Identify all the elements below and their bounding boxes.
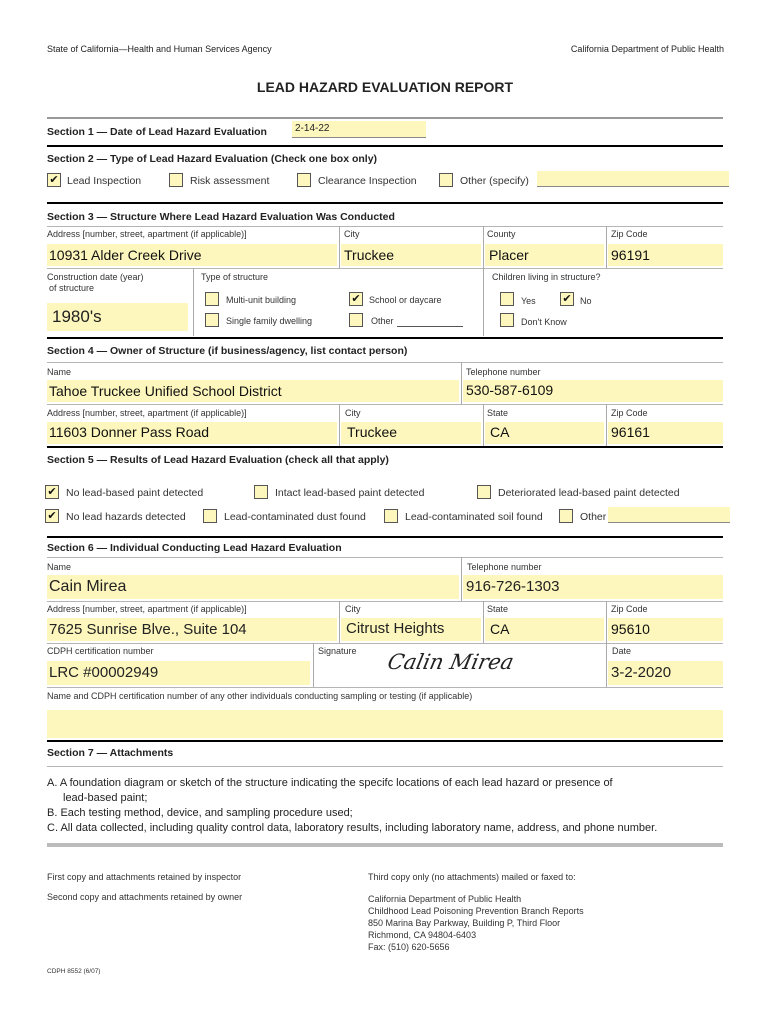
owner-state-value: CA	[490, 424, 510, 440]
divider	[47, 362, 723, 363]
evaluation-date-field[interactable]	[292, 121, 426, 138]
checkbox-children-yes[interactable]	[500, 292, 514, 306]
structure-city-value: Truckee	[344, 247, 395, 263]
inspector-phone-field[interactable]	[463, 575, 723, 599]
inspector-name-value: Cain Mirea	[49, 578, 127, 595]
structure-type-label: Type of structure	[201, 272, 269, 282]
attachment-a-cont: lead-based paint;	[63, 792, 148, 804]
copy-3-note: Third copy only (no attachments) mailed or faxed to:	[368, 872, 576, 882]
checkbox-other-result[interactable]	[559, 509, 573, 523]
owner-city-value: Truckee	[347, 424, 398, 440]
divider	[47, 536, 723, 538]
checkbox-dust[interactable]	[203, 509, 217, 523]
signature-value: Calin Mirea	[385, 650, 516, 674]
check-icon: ✔	[47, 486, 57, 498]
form-id: CDPH 8552 (6/07)	[47, 968, 101, 975]
mail-address-line: 850 Marina Bay Parkway, Building P, Third Floor	[368, 918, 561, 928]
inspector-state-value: CA	[490, 621, 510, 637]
cell-divider	[606, 643, 607, 687]
construction-label-2: of structure	[49, 283, 95, 293]
label-other-structure: Other	[371, 316, 394, 326]
inspector-zip-label: Zip Code	[611, 604, 648, 614]
department-name: California Department of Public Health	[570, 44, 724, 54]
owner-address-field[interactable]	[47, 422, 337, 444]
owner-name-label: Name	[47, 367, 72, 377]
other-structure-line	[397, 326, 463, 327]
label-risk-assessment: Risk assessment	[190, 175, 270, 187]
cell-divider	[483, 268, 484, 336]
owner-phone-label: Telephone number	[466, 367, 541, 377]
cell-divider	[339, 601, 340, 643]
sign-date-label: Date	[612, 646, 632, 656]
copy-2-note: Second copy and attachments retained by owner	[47, 892, 243, 902]
cell-divider	[606, 226, 607, 268]
cell-divider	[483, 226, 484, 268]
structure-address-field[interactable]	[47, 244, 337, 266]
check-icon: ✔	[562, 293, 572, 305]
section4-label: Section 4 — Owner of Structure (if business/agency, list contact person)	[47, 345, 408, 357]
other-type-specify-field[interactable]	[537, 171, 729, 187]
divider	[47, 404, 723, 405]
checkbox-multi-unit[interactable]	[205, 292, 219, 306]
structure-zip-label: Zip Code	[611, 229, 648, 239]
children-label: Children living in structure?	[492, 272, 601, 282]
checkbox-single-family[interactable]	[205, 313, 219, 327]
label-other-result: Other	[580, 511, 607, 523]
other-result-field[interactable]	[608, 507, 730, 523]
checkbox-school-daycare[interactable]	[349, 292, 363, 306]
inspector-name-field[interactable]	[47, 575, 459, 599]
owner-city-field[interactable]	[341, 422, 481, 444]
label-lead-inspection: Lead Inspection	[67, 175, 142, 187]
structure-county-value: Placer	[489, 247, 529, 263]
label-no-lbp: No lead-based paint detected	[66, 487, 204, 499]
cell-divider	[461, 362, 462, 404]
label-clearance-inspection: Clearance Inspection	[318, 175, 417, 187]
mail-address-line: California Department of Public Health	[368, 894, 522, 904]
label-intact-lbp: Intact lead-based paint detected	[275, 487, 425, 499]
divider	[47, 766, 723, 767]
divider	[47, 687, 723, 688]
sign-date-field[interactable]	[608, 661, 723, 685]
divider	[47, 226, 723, 227]
others-label: Name and CDPH certification number of any other individuals conducting sampling or testing (if applicable)	[47, 691, 473, 701]
label-deteriorated-lbp: Deteriorated lead-based paint detected	[498, 487, 680, 499]
inspector-zip-value: 95610	[611, 621, 650, 637]
owner-zip-field[interactable]	[608, 422, 723, 444]
section3-label: Section 3 — Structure Where Lead Hazard Evaluation Was Conducted	[47, 211, 395, 223]
mail-address-line: Fax: (510) 620-5656	[368, 942, 450, 952]
check-icon: ✔	[47, 510, 57, 522]
checkbox-children-dont-know[interactable]	[500, 313, 514, 327]
evaluation-date-value: 2-14-22	[295, 123, 330, 134]
inspector-city-label: City	[345, 604, 361, 614]
signature-label: Signature	[318, 646, 357, 656]
cell-divider	[193, 268, 194, 336]
divider	[47, 337, 723, 339]
divider	[47, 446, 723, 448]
owner-phone-value: 530-587-6109	[466, 382, 554, 398]
label-children-no: No	[580, 296, 592, 306]
section5-label: Section 5 — Results of Lead Hazard Evaluation (check all that apply)	[47, 454, 389, 466]
inspector-address-label: Address [number, street, apartment (if applicable)]	[47, 604, 247, 614]
mail-address-line: Richmond, CA 94804-6403	[368, 930, 477, 940]
inspector-state-label: State	[487, 604, 509, 614]
owner-zip-value: 96161	[611, 424, 650, 440]
cell-divider	[483, 404, 484, 446]
inspector-city-value: Citrust Heights	[346, 620, 445, 637]
section1-label: Section 1 — Date of Lead Hazard Evaluation	[47, 126, 267, 138]
label-single-family: Single family dwelling	[226, 316, 313, 326]
owner-name-field[interactable]	[47, 380, 459, 402]
checkbox-no-hazards[interactable]	[45, 509, 59, 523]
agency-name: State of California—Health and Human Services Agency	[47, 44, 272, 54]
divider	[47, 117, 723, 119]
structure-zip-field[interactable]	[608, 244, 723, 266]
label-soil: Lead-contaminated soil found	[405, 511, 543, 523]
divider	[47, 145, 723, 147]
cell-divider	[606, 601, 607, 643]
check-icon: ✔	[49, 174, 59, 186]
label-children-yes: Yes	[521, 296, 536, 306]
label-multi-unit: Multi-unit building	[226, 295, 297, 305]
divider	[47, 601, 723, 602]
checkbox-other-structure[interactable]	[349, 313, 363, 327]
owner-phone-field[interactable]	[463, 380, 723, 402]
checkbox-risk-assessment[interactable]	[169, 173, 183, 187]
owner-city-label: City	[345, 408, 361, 418]
checkbox-no-lbp[interactable]	[45, 485, 59, 499]
structure-city-field[interactable]	[341, 244, 481, 266]
inspector-address-field[interactable]	[47, 618, 337, 641]
check-icon: ✔	[351, 293, 361, 305]
label-children-dont-know: Don't Know	[521, 317, 567, 327]
sign-date-value: 3-2-2020	[611, 664, 672, 681]
owner-state-label: State	[487, 408, 509, 418]
section2-label: Section 2 — Type of Lead Hazard Evaluation (Check one box only)	[47, 153, 378, 165]
checkbox-children-no[interactable]	[560, 292, 574, 306]
cert-label: CDPH certification number	[47, 646, 154, 656]
inspector-address-value: 7625 Sunrise Blve., Suite 104	[49, 621, 247, 638]
cell-divider	[339, 404, 340, 446]
divider	[47, 643, 723, 644]
divider	[47, 268, 723, 269]
structure-address-label: Address [number, street, apartment (if applicable)]	[47, 229, 247, 239]
structure-address-value: 10931 Alder Creek Drive	[49, 247, 202, 263]
divider	[47, 843, 723, 847]
cell-divider	[339, 226, 340, 268]
checkbox-soil[interactable]	[384, 509, 398, 523]
inspector-city-field[interactable]	[341, 618, 481, 641]
inspector-zip-field[interactable]	[608, 618, 723, 641]
attachment-a: A. A foundation diagram or sketch of the structure indicating the specifc locations of each lead hazard or presence of	[47, 777, 613, 789]
checkbox-deteriorated-lbp[interactable]	[477, 485, 491, 499]
divider	[47, 557, 723, 558]
structure-zip-value: 96191	[611, 247, 650, 263]
owner-address-label: Address [number, street, apartment (if applicable)]	[47, 408, 247, 418]
owner-zip-label: Zip Code	[611, 408, 648, 418]
mail-address-line: Childhood Lead Poisoning Prevention Branch Reports	[368, 906, 584, 916]
label-dust: Lead-contaminated dust found	[224, 511, 366, 523]
checkbox-clearance-inspection[interactable]	[297, 173, 311, 187]
cert-value: LRC #00002949	[49, 664, 159, 681]
construction-label: Construction date (year)	[47, 272, 144, 282]
divider	[47, 740, 723, 742]
inspector-name-label: Name	[47, 562, 72, 572]
checkbox-lead-inspection[interactable]	[47, 173, 61, 187]
checkbox-intact-lbp[interactable]	[254, 485, 268, 499]
cell-divider	[313, 643, 314, 687]
construction-date-field[interactable]	[47, 303, 188, 331]
section6-label: Section 6 — Individual Conducting Lead Hazard Evaluation	[47, 542, 342, 554]
inspector-phone-value: 916-726-1303	[466, 578, 560, 595]
page-title: LEAD HAZARD EVALUATION REPORT	[256, 79, 514, 95]
checkbox-other-type[interactable]	[439, 173, 453, 187]
label-no-hazards: No lead hazards detected	[66, 511, 186, 523]
section7-label: Section 7 — Attachments	[47, 747, 174, 759]
label-school-daycare: School or daycare	[369, 295, 442, 305]
inspector-state-field[interactable]	[485, 618, 604, 641]
owner-address-value: 11603 Donner Pass Road	[49, 424, 210, 440]
attachment-c: C. All data collected, including quality control data, laboratory results, including laboratory name, address, and phone number.	[47, 822, 658, 834]
label-other-type: Other (specify)	[460, 175, 529, 187]
inspector-phone-label: Telephone number	[467, 562, 542, 572]
construction-date-value: 1980's	[52, 307, 102, 326]
divider	[47, 202, 723, 204]
structure-city-label: City	[344, 229, 360, 239]
cell-divider	[461, 557, 462, 601]
cell-divider	[483, 601, 484, 643]
others-field[interactable]	[47, 710, 723, 738]
owner-state-field[interactable]	[485, 422, 604, 444]
copy-1-note: First copy and attachments retained by inspector	[47, 872, 242, 882]
attachment-b: B. Each testing method, device, and sampling procedure used;	[47, 807, 353, 819]
cert-field[interactable]	[47, 661, 310, 685]
structure-county-label: County	[487, 229, 516, 239]
structure-county-field[interactable]	[485, 244, 604, 266]
owner-name-value: Tahoe Truckee Unified School District	[49, 383, 282, 399]
cell-divider	[606, 404, 607, 446]
